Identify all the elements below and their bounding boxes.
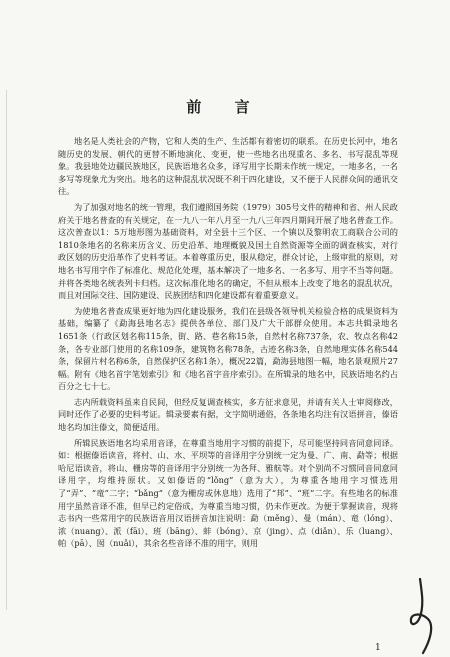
paragraph-5: 所辑民族语地名均采用音译，在尊重当地用字习惯的前提下，尽可能坚持同音同意同译。如：根据傣语读音，将村、山、水、平坝等的音译用字分别统一定为曼、广、南、勐等；根据哈尼语读音，将山、栅房等的音译用字分别统一为各拜、雅航等。对个别尚不习惯同音同意同译用字，均维持原状。又如傣语的“lǒng”（意为大），为尊重各地用字习惯选用了“弄”、“竜”二字；“bǎng”（意为栅房或休息地）选用了“邦”、“班”二字。有些地名的标准用字虽然音译不准，但早已约定俗成，为尊重当地习惯，仍未作更改。为便于掌握读音，现将志书内一些常用字的民族语音用汉语拼音加注说明：勐（měng）、曼（mán）、竜（lóng）、浓（nuang）、派（fāi）、班（bāng）、蚌（bóng）、京（jing）、点（diǎn）、乐（luang）、帕（pā）、囡（nuǎi），其余名些音译不准的用字，则用: [58, 437, 398, 549]
page-number: 1: [375, 643, 381, 653]
scan-edge-line: [6, 90, 7, 610]
paragraph-3: 为使地名普查成果更好地为四化建设服务，我们在县级各领导机关检验合格的成果资料为基础，编纂了《勐海县地名志》提供各单位、部门及广大干部群众使用。本志共辑录地名1651条（行政区划名称115条，街、路、巷名称15条，自然村名称737条，农、牧点名称42条，各专业部门使用的名称109条，建筑物名称78条，古迹名称3条，自然地理实体名称544条，保留片村名称6条，自然保护区名称1条），概况22篇，勐海县地图一幅，地名景观照片27幅。附有《地名首字笔划索引》和《地名首字音序索引》。在所辑录的地名中，民族语地名约占百分之七十七。: [58, 305, 398, 392]
paragraph-2: 为了加强对地名的统一管理，我们遵照国务院（1979）305号文件的精神和省、州人民政府关于地名普查的有关规定，在一九八一年八月至一九八三年四月期间开展了地名普查工作。这次普查以1：5万地形图为基础资料，对全县十三个区、一个镇以及黎明农工商联合公司的1810条地名的名称来历含义、历史沿革、地理概貌及国土自然资源等全面的调查核实，对行政区划的历史沿革作了史料考证。本着尊重历史，服从稳定，群众讨论，上级审批的原则，对地名书写用字作了标准化、规范化处理，基本解决了一地多名、一名多写、用字不当等问题。并将各类地名统表列卡归档。这次标准化地名的确定，不但从根本上改变了地名的混乱状况，而且对国际交往、国防建设、民族团结和四化建设都有着重要意义。: [58, 201, 398, 301]
body-text: [58, 135, 398, 551]
paragraph-1: 地名是人类社会的产物，它和人类的生产、生活都有着密切的联系。在历史长河中，地名随历史的发展、朝代的更替不断地演化、变更，使一些地名出现重名、多名、书写混乱等现象。我县地处边疆民族地区，民族语地名众多，译写用字长期未作统一规定，一地多名，一名多写等现象尤为突出。地名的这种混乱状况既不利于四化建设，又不便于人民群众间的通讯交往。: [58, 136, 398, 197]
handwritten-margin-mark: [404, 575, 438, 657]
paragraph-4: 志内所载资料虽来自民间，但经反复调查核实，多方征求意见，并请有关人士审阅修改，同时还作了必要的史料考证。辑录要素有据，文字简明通俗，各条地名均注有汉语拼音，傣语地名均加注傣文，简便适用。: [58, 396, 398, 433]
page-title: 前 言: [186, 98, 264, 116]
